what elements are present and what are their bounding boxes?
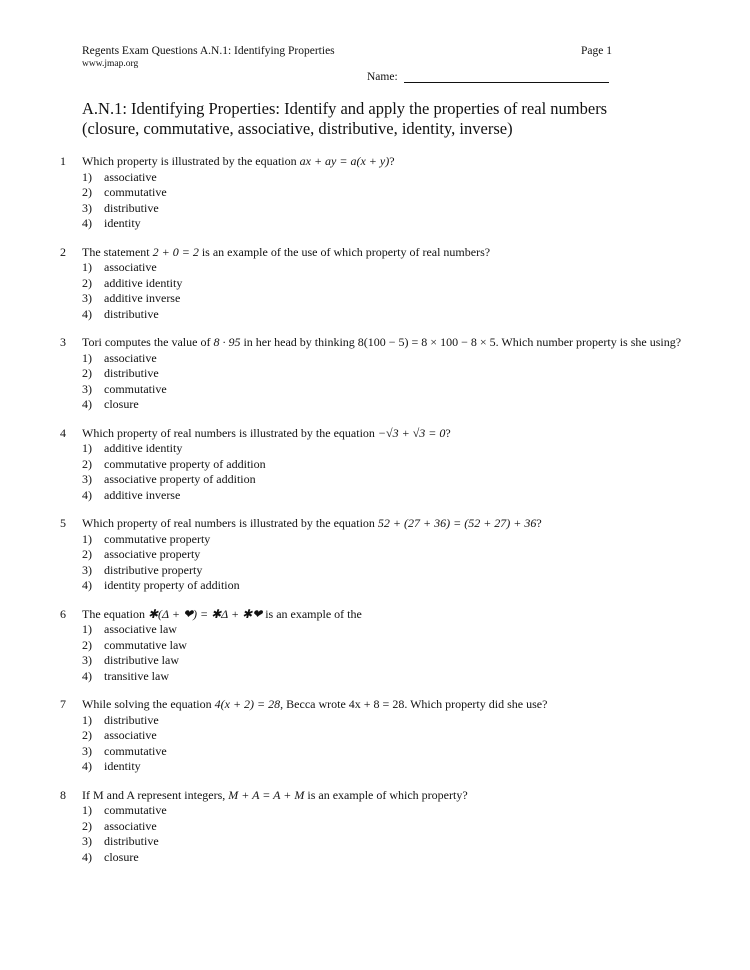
question-stem <box>60 697 700 713</box>
question-equation: 4(x + 2) = 28 <box>214 697 281 711</box>
option-text: identity <box>104 759 141 773</box>
question-number: 8 <box>60 787 66 802</box>
question-text-pre: Which property of real numbers is illustrated by the equation <box>82 516 375 530</box>
answer-option <box>82 382 700 398</box>
option-text: associative property <box>104 547 201 561</box>
question-text <box>82 607 700 623</box>
answer-option <box>82 803 700 819</box>
question-text-pre: Tori computes the value of <box>82 335 211 349</box>
question-number: 4 <box>60 425 66 440</box>
answer-option <box>82 622 700 638</box>
answer-option <box>82 441 700 457</box>
question-text-post: is an example of which property? <box>307 787 468 802</box>
question-equation: 52 + (27 + 36) = (52 + 27) + 36 <box>377 516 537 530</box>
question-text <box>82 788 700 804</box>
question-text-pre: The statement <box>82 244 150 259</box>
option-number: 1) <box>82 350 92 365</box>
option-number: 3) <box>82 200 92 215</box>
option-number: 4) <box>82 306 92 321</box>
name-field <box>367 71 609 83</box>
answer-options <box>82 441 700 503</box>
question-text <box>82 154 700 170</box>
answer-option <box>82 457 700 473</box>
answer-option <box>82 276 700 292</box>
answer-option <box>82 170 700 186</box>
question-number: 5 <box>60 516 66 530</box>
question-equation: ✱(Δ + ❤) = ✱Δ + ✱❤ <box>147 606 263 621</box>
answer-option <box>82 819 700 835</box>
title-line-1: A.N.1: Identifying Properties: Identify and apply the properties of real numbers <box>82 99 608 118</box>
answer-option <box>82 472 700 488</box>
option-text: closure <box>104 397 139 411</box>
answer-option <box>82 669 700 685</box>
option-text: commutative property of addition <box>104 456 266 471</box>
question-stem <box>60 607 700 623</box>
option-number: 3) <box>82 381 92 396</box>
option-number: 1) <box>82 260 92 274</box>
answer-option <box>82 366 700 382</box>
question-text-post: ? <box>536 516 542 530</box>
option-text: associative law <box>104 622 177 636</box>
question-5 <box>60 516 700 594</box>
option-text: commutative law <box>104 637 187 652</box>
question-text-post: is an example of the <box>265 606 362 621</box>
question-text <box>82 426 700 442</box>
answer-options <box>82 622 700 684</box>
option-number: 3) <box>82 653 92 667</box>
option-text: commutative property <box>104 531 211 546</box>
answer-option <box>82 759 700 775</box>
answer-option <box>82 728 700 744</box>
question-stem <box>60 245 700 261</box>
question-stem <box>60 154 700 170</box>
answer-option <box>82 834 700 850</box>
page-number: Page 1 <box>581 45 612 57</box>
option-number: 2) <box>82 185 92 199</box>
option-text: commutative <box>104 185 167 199</box>
option-text: identity property of addition <box>104 578 240 592</box>
option-text: distributive <box>104 712 159 727</box>
option-number: 3) <box>82 743 92 758</box>
option-number: 2) <box>82 547 92 561</box>
answer-option <box>82 185 700 201</box>
answer-option <box>82 216 700 232</box>
option-text: associative <box>104 169 157 184</box>
option-text: associative <box>104 260 157 274</box>
question-text-post: , Becca wrote 4x + 8 = 28. Which property did she use? <box>280 697 548 711</box>
option-number: 4) <box>82 759 92 773</box>
question-text-pre: The equation <box>82 606 145 621</box>
question-8 <box>60 788 700 866</box>
option-text: distributive law <box>104 653 179 667</box>
answer-option <box>82 850 700 866</box>
answer-options <box>82 351 700 413</box>
option-number: 2) <box>82 275 92 290</box>
answer-option <box>82 291 700 307</box>
answer-option <box>82 563 700 579</box>
page-header <box>82 45 612 70</box>
question-text-post: ? <box>445 425 451 440</box>
option-text: identity <box>104 216 141 230</box>
question-text <box>82 516 700 532</box>
answer-option <box>82 653 700 669</box>
question-equation: 2 + 0 = 2 <box>152 244 199 259</box>
name-blank-line <box>404 72 609 83</box>
answer-option <box>82 638 700 654</box>
answer-options <box>82 532 700 594</box>
option-number: 1) <box>82 531 92 546</box>
question-number: 6 <box>60 606 66 621</box>
question-text <box>82 697 700 713</box>
question-equation: −√3 + √3 = 0 <box>377 425 446 440</box>
option-number: 2) <box>82 637 92 652</box>
question-text-pre: Which property is illustrated by the equation <box>82 154 297 168</box>
answer-option <box>82 744 700 760</box>
question-number: 2 <box>60 244 66 259</box>
question-text-pre: If M and A represent integers, <box>82 787 226 802</box>
option-text: distributive <box>104 200 159 215</box>
option-number: 4) <box>82 216 92 230</box>
worksheet-title <box>82 99 642 139</box>
option-number: 1) <box>82 803 92 817</box>
option-number: 1) <box>82 169 92 184</box>
question-text-pre: While solving the equation <box>82 697 212 711</box>
answer-options <box>82 803 700 865</box>
option-text: distributive <box>104 834 159 848</box>
option-text: associative <box>104 728 157 742</box>
question-text-post: in her head by thinking 8(100 − 5) = 8 × 100 − 8 × 5. Which number property is she using? <box>243 335 682 349</box>
question-text-post: is an example of the use of which property of real numbers? <box>201 244 491 259</box>
option-text: commutative <box>104 803 167 817</box>
answer-option <box>82 713 700 729</box>
question-number: 7 <box>60 697 66 711</box>
option-number: 4) <box>82 578 92 592</box>
option-text: distributive property <box>104 562 203 577</box>
question-1 <box>60 154 700 232</box>
name-label: Name: <box>367 71 398 83</box>
answer-option <box>82 260 700 276</box>
answer-options <box>82 260 700 322</box>
question-text-pre: Which property of real numbers is illustrated by the equation <box>82 425 375 440</box>
question-number: 1 <box>60 154 66 168</box>
option-number: 2) <box>82 366 92 380</box>
question-7 <box>60 697 700 775</box>
header-title: Regents Exam Questions A.N.1: Identifying Properties <box>82 45 335 57</box>
option-number: 2) <box>82 818 92 833</box>
option-number: 3) <box>82 291 92 305</box>
question-text <box>82 245 700 261</box>
answer-options <box>82 713 700 775</box>
answer-options <box>82 170 700 232</box>
option-text: distributive <box>104 306 159 321</box>
option-number: 4) <box>82 487 92 502</box>
option-text: commutative <box>104 743 167 758</box>
question-text <box>82 335 700 351</box>
answer-option <box>82 488 700 504</box>
site-url: www.jmap.org <box>82 59 139 69</box>
question-stem <box>60 788 700 804</box>
question-6 <box>60 607 700 685</box>
option-text: associative <box>104 350 157 365</box>
option-text: associative property of addition <box>104 472 256 486</box>
question-stem <box>60 426 700 442</box>
option-text: commutative <box>104 381 167 396</box>
answer-option <box>82 201 700 217</box>
answer-option <box>82 397 700 413</box>
question-equation: ax + ay = a(x + y) <box>299 154 390 168</box>
option-number: 3) <box>82 562 92 577</box>
answer-option <box>82 307 700 323</box>
answer-option <box>82 532 700 548</box>
option-number: 4) <box>82 668 92 683</box>
option-text: associative <box>104 818 157 833</box>
question-stem <box>60 335 700 351</box>
option-text: closure <box>104 849 139 864</box>
option-text: additive identity <box>104 441 183 455</box>
option-number: 2) <box>82 728 92 742</box>
question-equation: 8 · 95 <box>213 335 241 349</box>
option-number: 2) <box>82 456 92 471</box>
option-number: 4) <box>82 849 92 864</box>
question-3 <box>60 335 700 413</box>
question-4 <box>60 426 700 504</box>
question-2 <box>60 245 700 323</box>
title-line-2: (closure, commutative, associative, distributive, identity, inverse) <box>82 119 513 138</box>
question-number: 3 <box>60 335 66 349</box>
option-text: additive identity <box>104 275 183 290</box>
question-text-post: ? <box>389 154 395 168</box>
option-text: distributive <box>104 366 159 380</box>
answer-option <box>82 578 700 594</box>
option-text: additive inverse <box>104 291 181 305</box>
option-number: 3) <box>82 834 92 848</box>
question-equation: M + A = A + M <box>228 787 305 802</box>
option-number: 3) <box>82 472 92 486</box>
option-number: 1) <box>82 712 92 727</box>
option-number: 1) <box>82 622 92 636</box>
option-number: 1) <box>82 441 92 455</box>
option-number: 4) <box>82 397 92 411</box>
option-text: additive inverse <box>104 487 181 502</box>
question-stem <box>60 516 700 532</box>
option-text: transitive law <box>104 668 169 683</box>
answer-option <box>82 351 700 367</box>
question-list <box>60 154 700 878</box>
answer-option <box>82 547 700 563</box>
